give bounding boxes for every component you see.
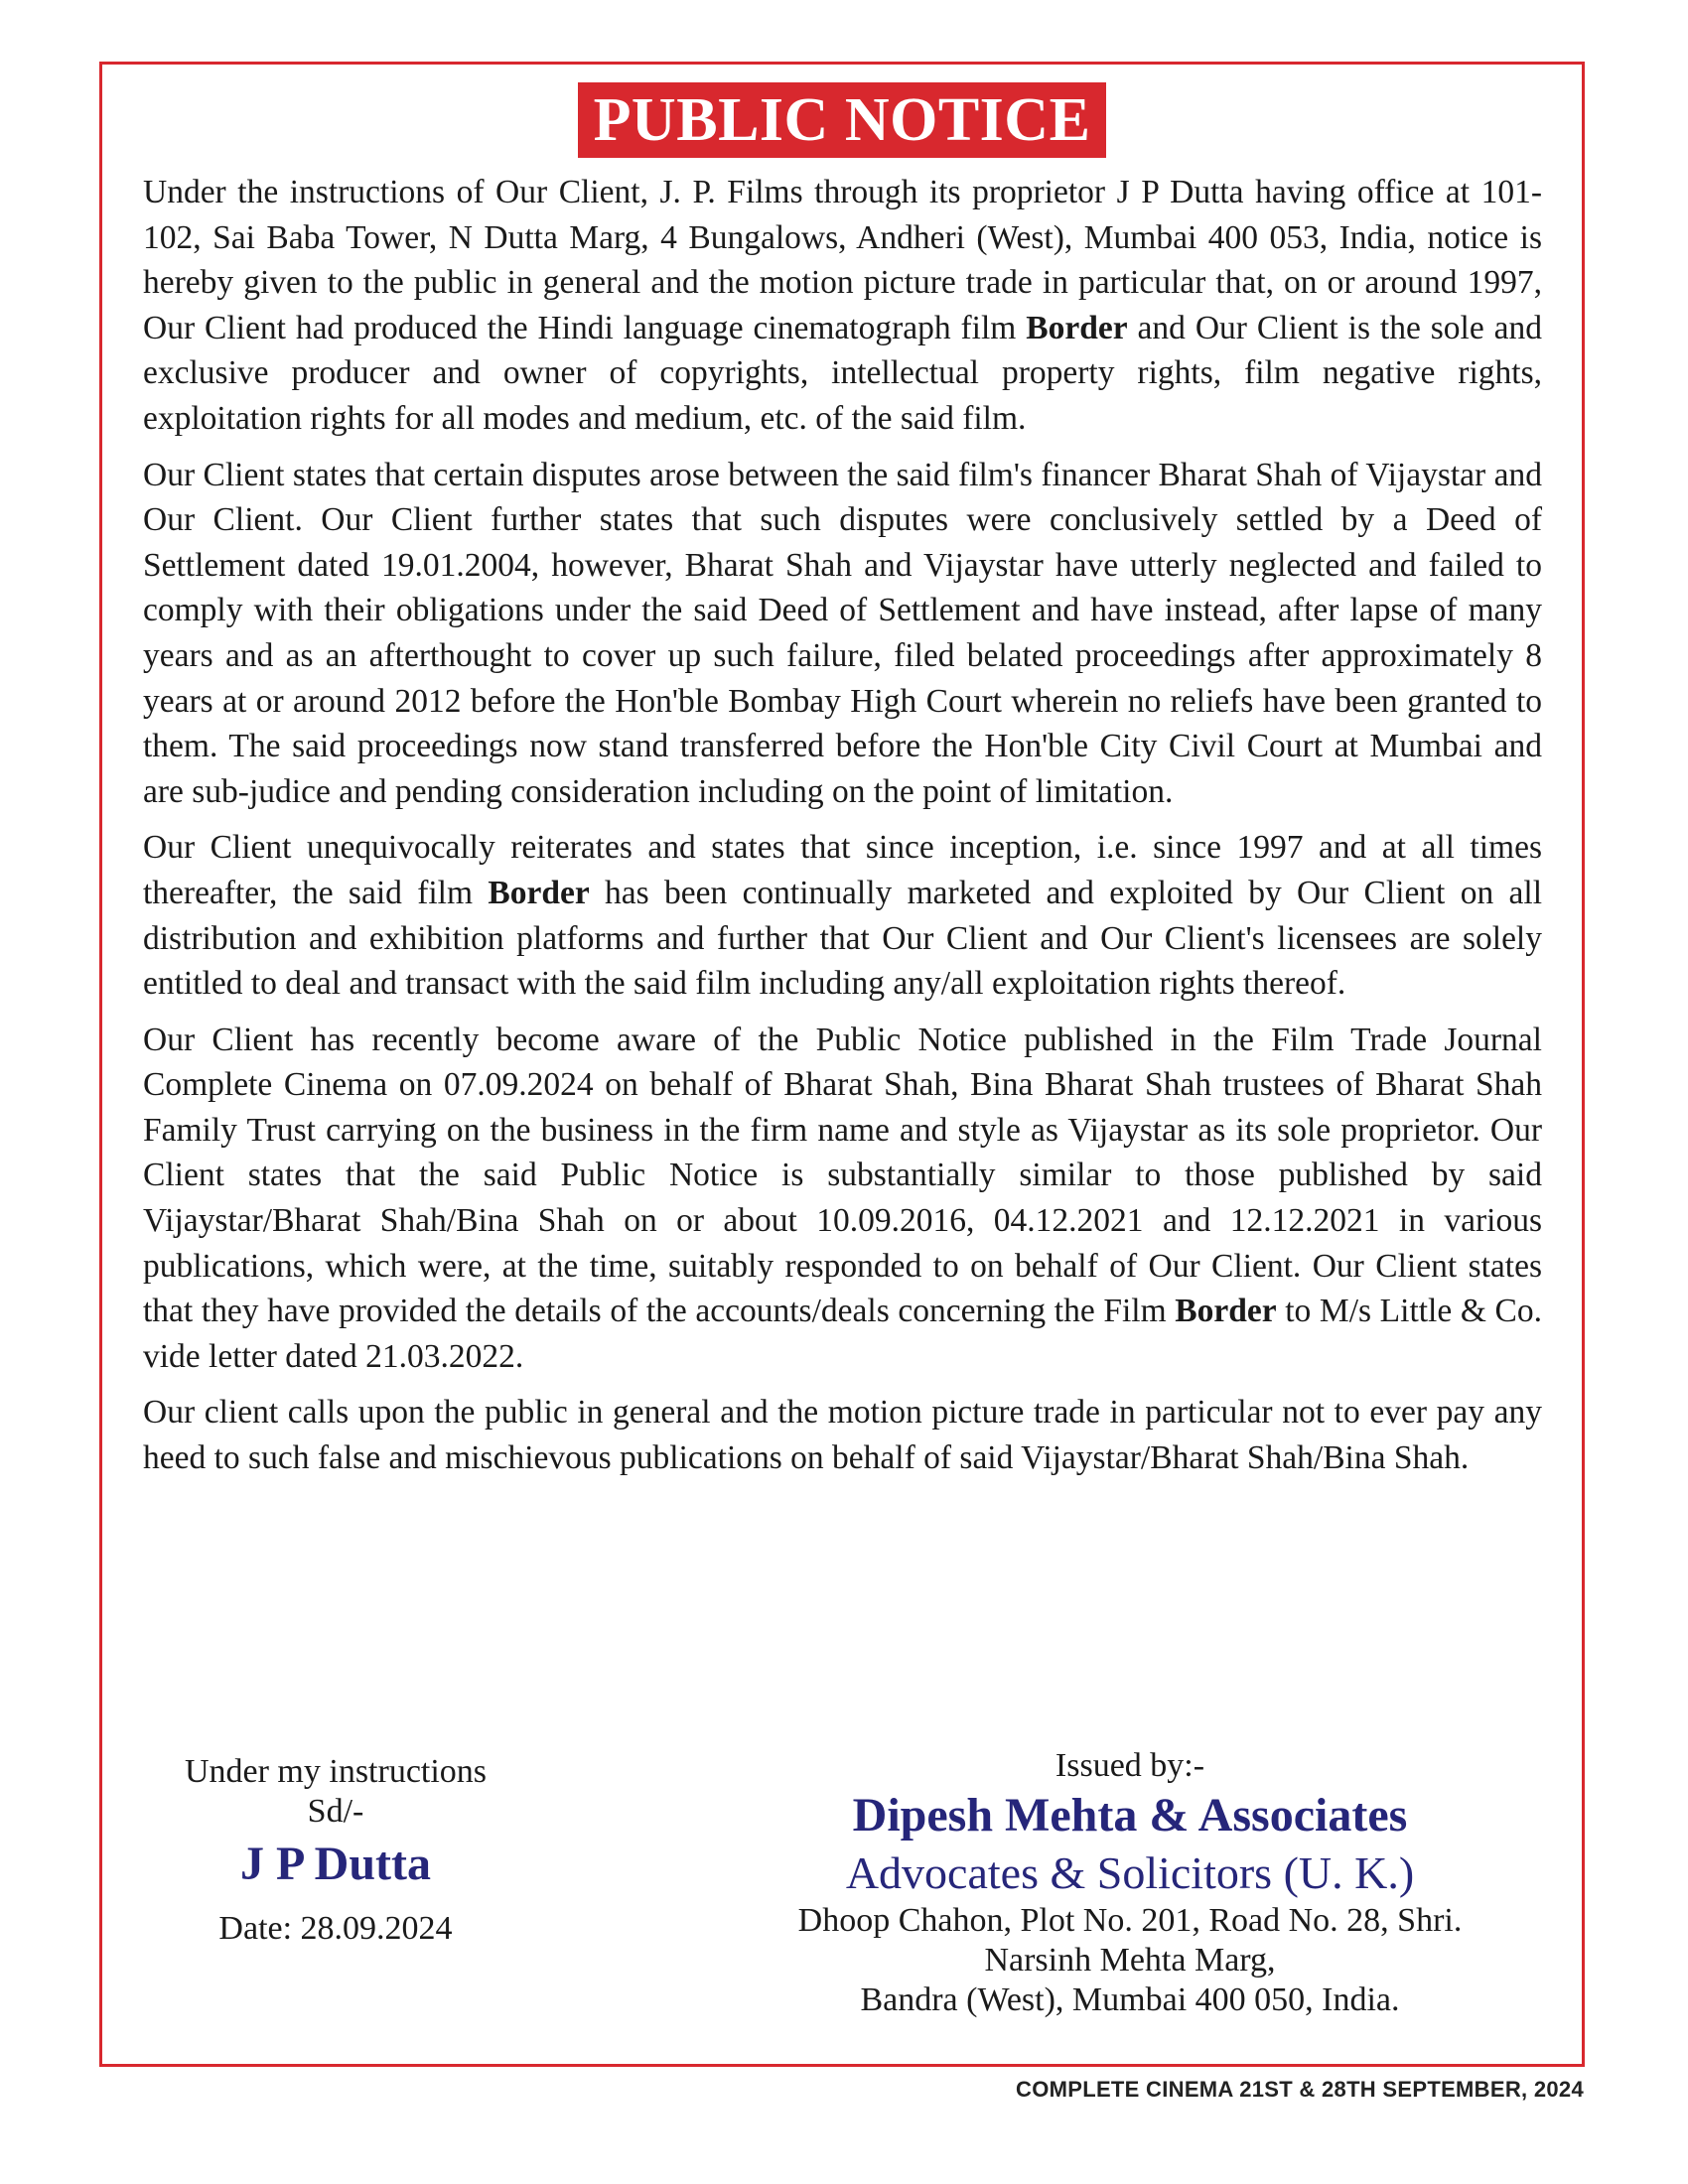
paragraph-1-text-b: and Our Client is the sole and exclusive producer and owner of copyrights, intellectual property rights, film negative rights, exploitation rights for all modes and medium, etc. of the said film. [143, 309, 1542, 437]
address-line-3: Bandra (West), Mumbai 400 050, India. [860, 1981, 1400, 2018]
paragraph-4 [143, 1018, 1542, 1380]
firm-name: Dipesh Mehta & Associates [852, 1789, 1408, 1842]
title-wrap [102, 82, 1582, 158]
paragraph-4-text-a: Our Client has recently become aware of the Public Notice published in the Film Trade Journal Complete Cinema on 07.09.2024 on behalf of Bharat Shah, Bina Bharat Shah trustees of Bharat Shah Family Trust carrying on the business in the firm name and style as Vijaystar as its sole proprietor. Our Client states that the said Public Notice is substantially similar to those published by said Vijaystar/Bharat Shah/Bina Shah on or about 10.09.2016, 04.12.2021 and 12.12.2021 in various publications, which were, at the time, suitably responded to on behalf of Our Client. Our Client states that they have provided the details of the accounts/deals concerning the Film [143, 1021, 1542, 1330]
film-name-bold: Border [1175, 1293, 1277, 1330]
paragraph-3-text-a: Our Client unequivocally reiterates and states that since inception, i.e. since 1997 and at all times thereafter, the said film [143, 829, 1542, 911]
paragraph-1 [143, 170, 1542, 442]
issuer-block [698, 1746, 1562, 2020]
paragraph-1-text-a: Under the instructions of Our Client, J. P. Films through its proprietor J P Dutta having office at 101-102, Sai Baba Tower, N Dutta Marg, 4 Bungalows, Andheri (West), Mumbai 400 053, India, notice is hereby given to the public in general and the motion picture trade in particular that, on or around 1997, Our Client had produced the Hindi language cinematograph film [143, 174, 1542, 346]
paragraph-4-text-b: to M/s Little & Co. vide letter dated 21.03.2022. [143, 1293, 1543, 1375]
firm-designation: Advocates & Solicitors (U. K.) [845, 1847, 1415, 1898]
film-name-bold: Border [488, 874, 590, 911]
notice-date: Date: 28.09.2024 [218, 1910, 453, 1947]
issued-by-label: Issued by:- [1055, 1747, 1205, 1784]
notice-body [143, 170, 1542, 1492]
paragraph-3-text-b: has been continually marketed and exploited by Our Client on all distribution and exhibition platforms and further that Our Client and Our Client's licensees are solely entitled to deal and transact with the said film including any/all exploitation rights thereof. [143, 874, 1543, 1003]
address-line-2: Narsinh Mehta Marg, [984, 1942, 1276, 1979]
notice-frame [99, 62, 1585, 2067]
sd-line: Sd/- [307, 1793, 364, 1830]
paragraph-2: Our Client states that certain disputes arose between the said film's financer Bharat Shah of Vijaystar and Our Client. Our Client further states that such disputes were conclusively settled by a Deed of Settlement dated 19.01.2004, however, Bharat Shah and Vijaystar have utterly neglected and failed to comply with their obligations under the said Deed of Settlement and have instead, after lapse of many years and as an afterthought to cover up such failure, filed belated proceedings after approximately 8 years at or around 2012 before the Hon'ble Bombay High Court wherein no reliefs have been granted to them. The said proceedings now stand transferred before the Hon'ble City Civil Court at Mumbai and are sub-judice and pending consideration including on the point of limitation. [143, 456, 1542, 810]
signatory-block [162, 1752, 509, 1949]
instruction-line: Under my instructions [184, 1753, 488, 1790]
signatory-name: J P Dutta [240, 1838, 431, 1890]
film-name-bold: Border [1026, 309, 1128, 346]
address-line-1: Dhoop Chahon, Plot No. 201, Road No. 28, Shri. [797, 1902, 1463, 1939]
paragraph-5: Our client calls upon the public in general and the motion picture trade in particular not to ever pay any heed to such false and mischievous publications on behalf of said Vijaystar/Bharat Shah/Bina Shah. [143, 1394, 1542, 1477]
paragraph-3 [143, 825, 1542, 1006]
notice-title: PUBLIC NOTICE [578, 82, 1107, 158]
publication-footer: COMPLETE CINEMA 21ST & 28TH SEPTEMBER, 2024 [1016, 2077, 1584, 2102]
